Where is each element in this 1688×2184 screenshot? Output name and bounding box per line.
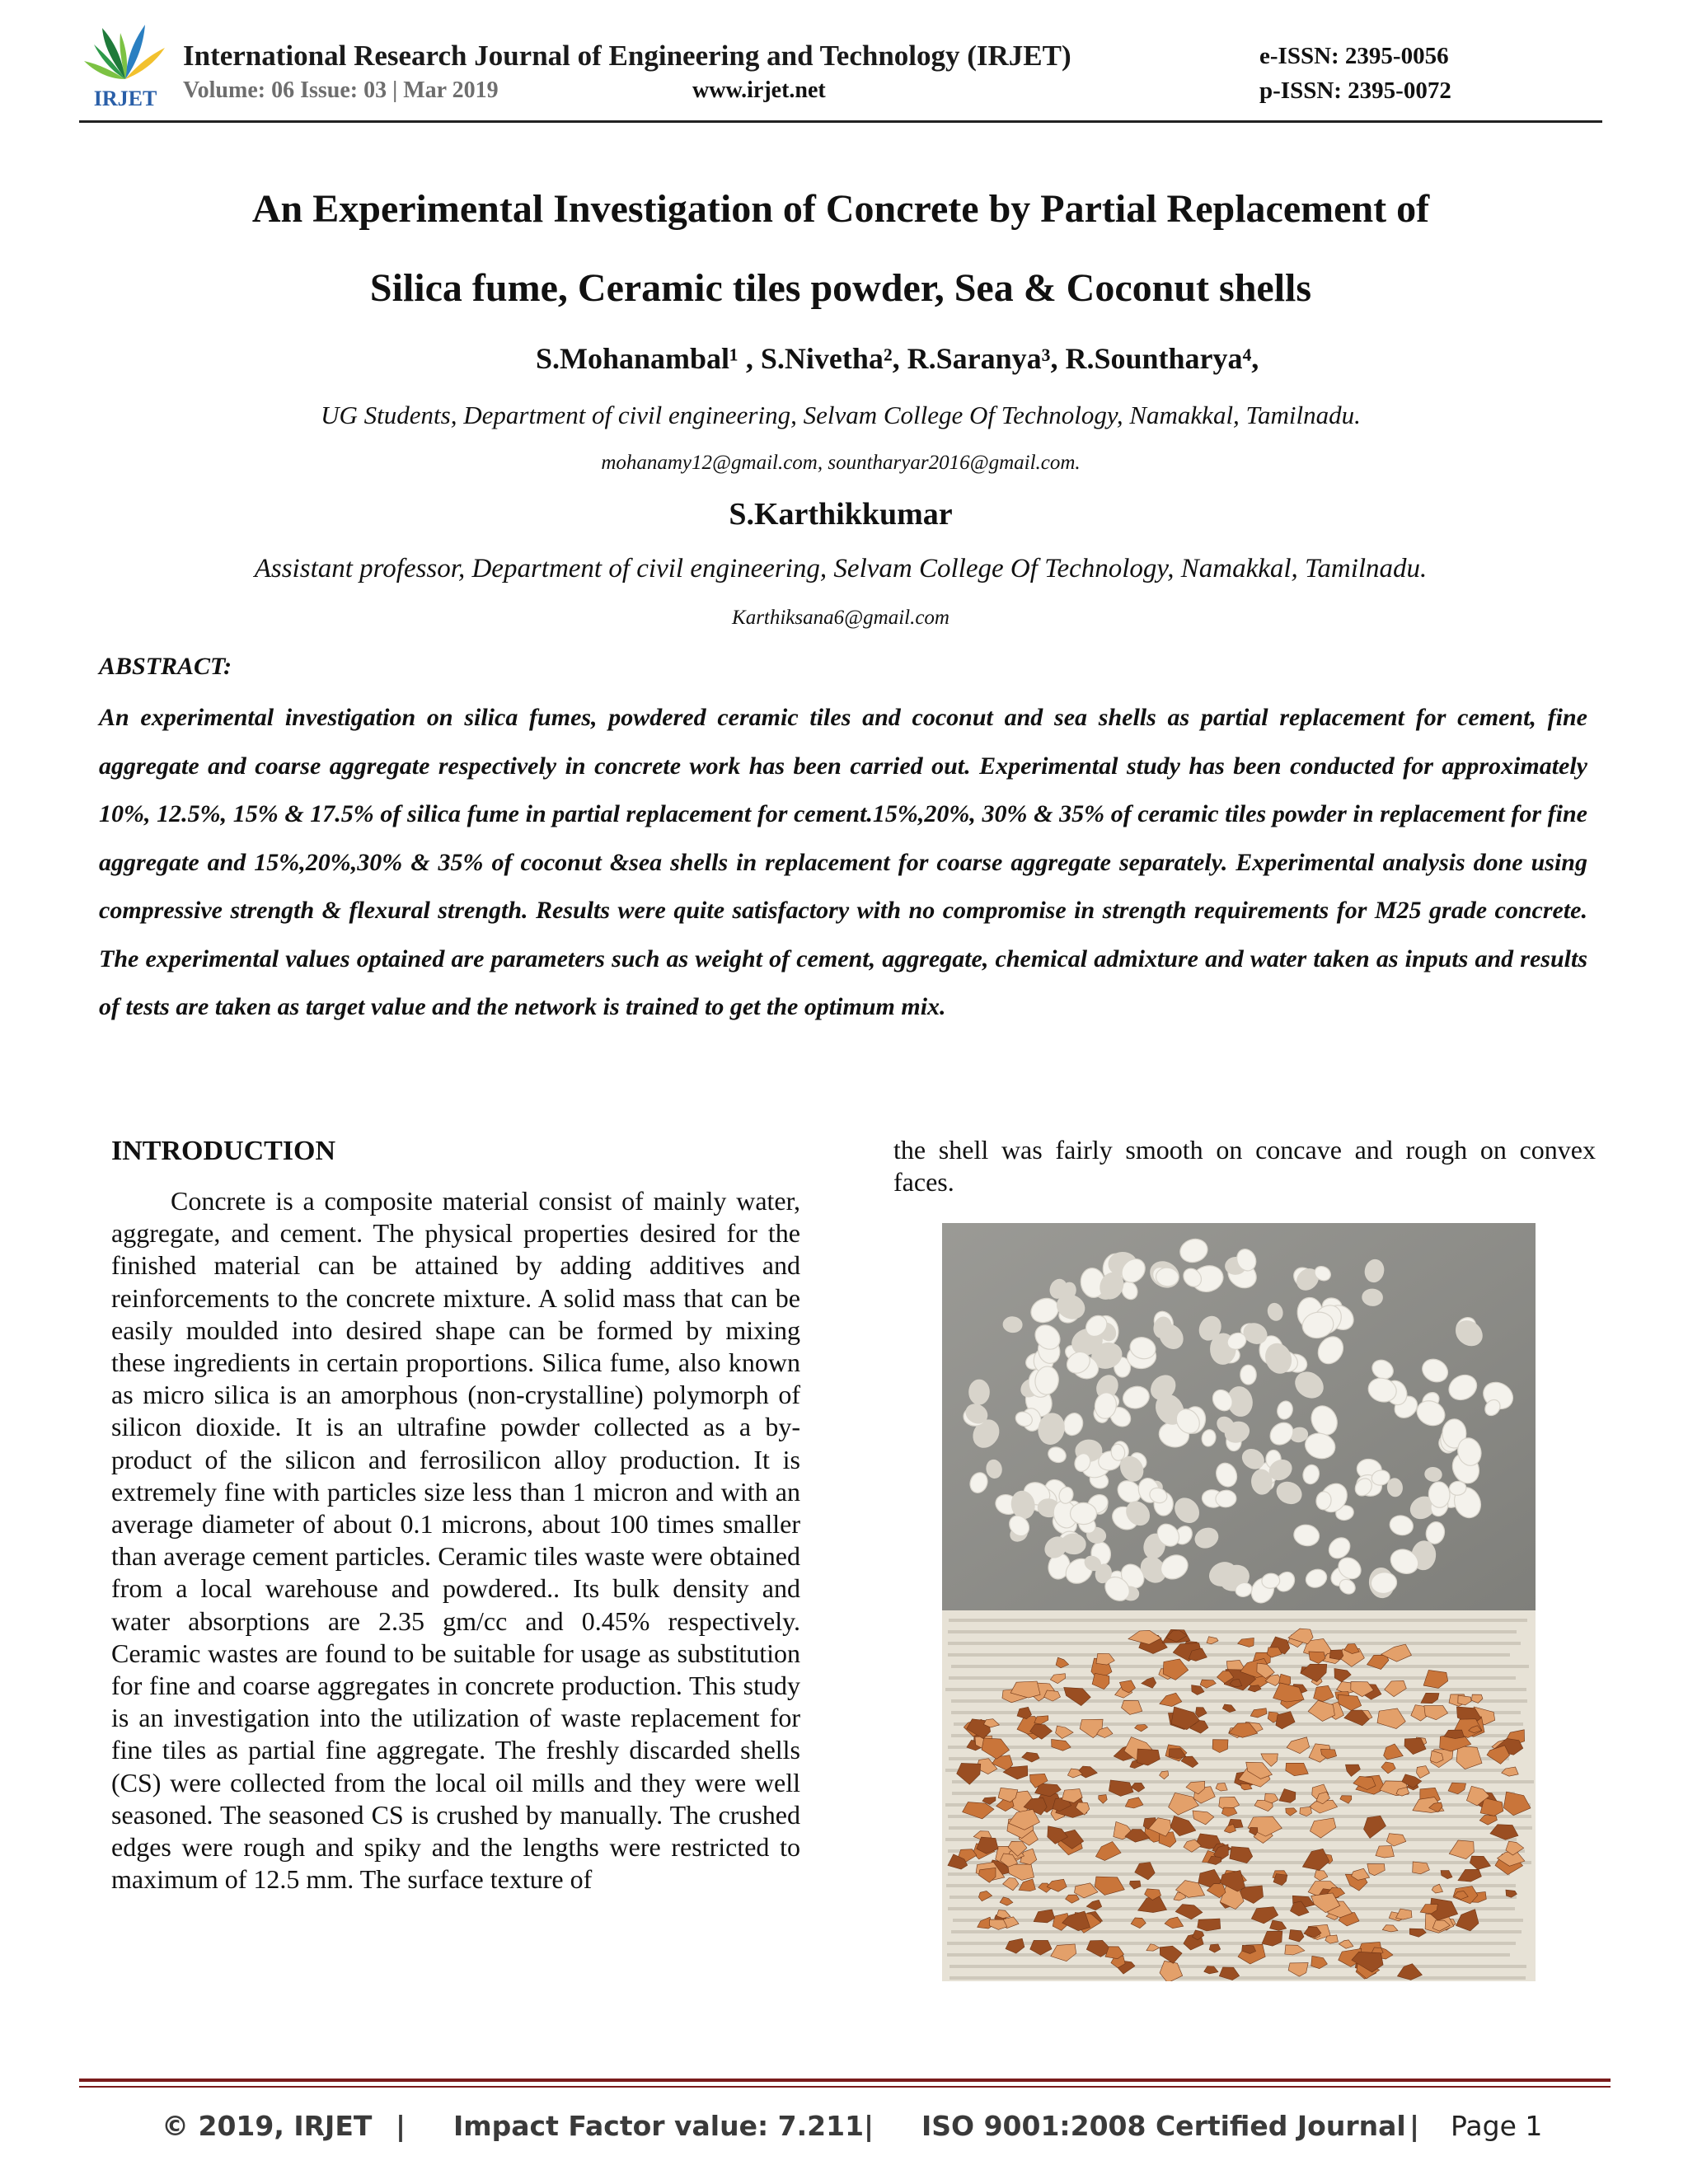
- footer-page-number: Page 1: [1451, 2110, 1543, 2142]
- introduction-heading: INTRODUCTION: [111, 1136, 336, 1166]
- irjet-logo: [79, 20, 171, 112]
- advisor-affiliation: Assistant professor, Department of civil engineering, Selvam College Of Technology, Namakkal, Tamilnadu.: [254, 554, 1428, 583]
- abstract-heading: ABSTRACT:: [99, 653, 232, 680]
- paper-title-line-2: Silica fume, Ceramic tiles powder, Sea & Coconut shells: [369, 266, 1312, 310]
- introduction-body: Concrete is a composite material consist of mainly water, aggregate, and cement. The physical properties desired for the finished material can be attained by adding additives and reinforcements to the concrete mixture. A solid mass that can be easily moulded into desired shape can be formed by mixing these ingredients in certain proportions. Silica fume, also known as micro silica is an amorphous (non-crystalline) polymorph of silicon dioxide. It is an ultrafine powder collected as a by-product of the silicon and ferrosilicon alloy production. It is extremely fine with particles size less than 1 micron and with an average diameter of about 0.1 microns, about 100 times smaller than average cement particles. Ceramic tiles waste were obtained from a local warehouse and powdered.. Its bulk density and water absorptions are 2.35 gm/cc and 0.45% respectively. Ceramic wastes are found to be suitable for usage as substitution for fine and coarse aggregates in concrete production. This study is an investigation into the utilization of waste replacement for fine tiles as partial fine aggregate. The freshly discarded shells (CS) were collected from the local oil mills and they were well seasoned. The seasoned CS is crushed by manually. The crushed edges were rough and spiky and the lengths were restricted to maximum of 12.5 mm. The surface texture of: [111, 1186, 800, 1895]
- eissn: e-ISSN: 2395-0056: [1259, 43, 1449, 69]
- coconut-shells-photo: [942, 1610, 1536, 1981]
- advisor-name: S.Karthikkumar: [729, 497, 953, 532]
- logo-text: IRJET: [93, 87, 157, 110]
- footer-rule-thin: [79, 2086, 1611, 2088]
- volume-issue: Volume: 06 Issue: 03 | Mar 2019: [183, 77, 499, 103]
- journal-name: International Research Journal of Engineering and Technology (IRJET): [183, 40, 1071, 72]
- footer-separator: |: [1409, 2110, 1420, 2142]
- student-emails: mohanamy12@gmail.com, sountharyar2016@gmail.com.: [601, 452, 1081, 474]
- advisor-email: Karthiksana6@gmail.com: [732, 607, 950, 629]
- footer-rule-thick: [79, 2079, 1611, 2082]
- abstract-body: An experimental investigation on silica fumes, powdered ceramic tiles and coconut and sea shells as partial replacement for cement, fine aggregate and coarse aggregate respectively in concrete work has been carried out. Experimental study has been conducted for approximately 10%, 12.5%, 15% & 17.5% of silica fume in partial replacement for cement.15%,20%, 30% & 35% of ceramic tiles powder in replacement for fine aggregate and 15%,20%,30% & 35% of coconut &sea shells in replacement for coarse aggregate separately. Experimental analysis done using compressive strength & flexural strength. Results were quite satisfactory with no compromise in strength requirements for M25 grade concrete. The experimental values optained are parameters such as weight of cement, aggregate, chemical admixture and water taken as inputs and results of tests are taken as target value and the network is trained to get the optimum mix.: [99, 704, 1587, 1020]
- author-list: S.Mohanambal¹ , S.Nivetha², R.Saranya³, R.Sountharya⁴,: [536, 342, 1259, 375]
- shells-photo-figure: [942, 1223, 1536, 1981]
- pissn: p-ISSN: 2395-0072: [1259, 77, 1451, 104]
- journal-website-link[interactable]: www.irjet.net: [692, 77, 826, 103]
- footer-separator: |: [396, 2110, 406, 2142]
- paper-title-line-1: An Experimental Investigation of Concrete by Partial Replacement of: [251, 187, 1430, 231]
- footer-separator: |: [864, 2110, 874, 2142]
- footer-iso: ISO 9001:2008 Certified Journal: [921, 2110, 1406, 2142]
- footer-copyright: © 2019, IRJET: [162, 2110, 373, 2142]
- header-divider: [79, 120, 1602, 123]
- right-column-text: the shell was fairly smooth on concave and rough on convex faces.: [893, 1135, 1596, 1197]
- student-affiliation: UG Students, Department of civil engineering, Selvam College Of Technology, Namakkal, Tamilnadu.: [321, 401, 1361, 429]
- footer-impact-factor: Impact Factor value: 7.211: [453, 2110, 865, 2142]
- leaf-fan-icon: [84, 25, 165, 79]
- sea-shells-photo: [942, 1223, 1536, 1610]
- page-footer: [79, 2110, 1611, 2149]
